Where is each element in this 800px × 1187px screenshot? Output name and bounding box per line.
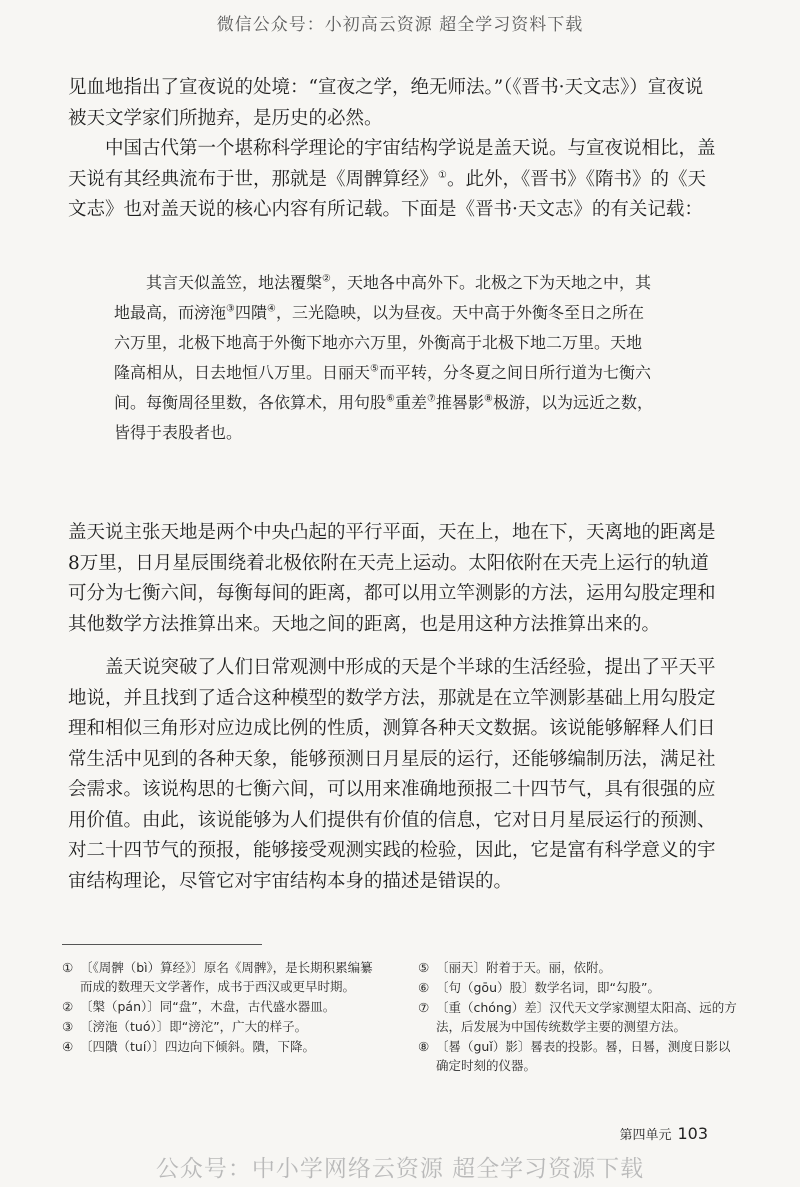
- footnote-8: [418, 1037, 738, 1075]
- footnote-6: [418, 978, 738, 997]
- page-footer: [619, 1124, 708, 1143]
- footnote-5: [418, 958, 738, 977]
- footnote-ref-4: ④: [267, 303, 276, 315]
- paragraph-4-text: 盖天说突破了人们日常观测中形成的天是个半球的生活经验，提出了平天平地说，并且找到了适合这种模型的数学方法，那就是在立竿测影基础上用勾股定理和相似三角形对应边成比例的性质，测算各种天文数据。该说能够解释人们日常生活中见到的各种天象，能够预测日月星辰的运行，还能够编制历法，满足社会需求。该说构思的七衡六间，可以用来准确地预报二十四节气，具有很强的应用价值。由此，该说能够为人们提供有价值的信息，它对日月星辰运行的预测、对二十四节气的预报，能够接受观测实践的检验，因此，它是富有科学意义的宇宙结构理论，尽管它对宇宙结构本身的描述是错误的。: [68, 657, 716, 892]
- footnote-3: [62, 1017, 380, 1036]
- footnote-5-number: ⑤: [418, 960, 430, 975]
- watermark: 公众号：中小学网络云资源 超全学习资源下载: [155, 1156, 645, 1182]
- paragraph-2-text-b: 。此外，《晋书》《隋书》的《天文志》也对盖天说的核心内容有所记载。下面是《晋书·天文志》的有关记载：: [68, 168, 706, 220]
- paragraph-1-text: 见血地指出了宣夜说的处境：“宣夜之学，绝无师法。”（《晋书·天文志》）宣夜说被天文学家们所抛弃，是历史的必然。: [68, 77, 704, 129]
- quote-seg-7: 推晷影: [435, 393, 484, 412]
- quote-seg-8: 极游，以为远近之数，皆得于表股者也。: [114, 393, 653, 442]
- footnote-ref-3: ③: [226, 303, 235, 315]
- footnote-5-text: 〔丽天〕附着于天。丽，依附。: [436, 960, 612, 975]
- quote-text: [114, 268, 654, 448]
- footnotes-right: [418, 958, 738, 1076]
- footnote-ref-2: ②: [322, 273, 331, 285]
- page-header: 微信公众号：小初高云资源 超全学习资料下载: [216, 15, 584, 35]
- classical-quote: [114, 268, 654, 448]
- paragraph-3-text: 盖天说主张天地是两个中央凸起的平行平面，天在上，地在下，天离地的距离是8万里，日月星辰围绕着北极依附在天壳上运动。太阳依附在天壳上运行的轨道可分为七衡六间，每衡每间的距离，都可以用立竿测影的方法，运用勾股定理和其他数学方法推算出来。天地之间的距离，也是用这种方法推算出来的。: [68, 522, 716, 635]
- paragraph-4: [68, 653, 716, 897]
- footnote-6-number: ⑥: [418, 980, 430, 995]
- footnote-8-text: 〔晷（guǐ）影〕晷表的投影。晷，日晷，测度日影以确定时刻的仪器。: [436, 1039, 731, 1073]
- quote-seg-4: ，三光隐映，以为昼夜。天中高于外衡冬至日之所在六万里，北极下地高于外衡下地亦六万里，外衡高于北极下地二万里。天地隆高相从，日去地恒八万里。日丽天: [114, 303, 644, 382]
- footnote-4-text: 〔四隤（tuí）〕四边向下倾斜。隤，下降。: [80, 1039, 316, 1054]
- footnote-2-text: 〔槃（pán）〕同“盘”，木盘，古代盛水器皿。: [80, 999, 336, 1014]
- quote-seg-6: 重差: [394, 393, 427, 412]
- footnote-ref-7: ⑦: [427, 393, 436, 405]
- footnote-ref-5: ⑤: [370, 363, 379, 375]
- footnote-7-number: ⑦: [418, 1000, 430, 1015]
- footnote-4: [62, 1037, 380, 1056]
- footnote-2-number: ②: [62, 999, 74, 1014]
- quote-seg-3: 四隤: [234, 303, 267, 322]
- footnote-3-number: ③: [62, 1019, 74, 1034]
- footnote-1-text: 〔《周髀（bì）算经》〕原名《周髀》，是长期积累编纂而成的数理天文学著作，成书于西汉或更早时期。: [80, 960, 373, 994]
- footnote-8-number: ⑧: [418, 1039, 430, 1054]
- page-number: 103: [677, 1124, 708, 1143]
- footnote-2: [62, 997, 380, 1016]
- footnote-3-text: 〔滂沲（tuó）〕即“滂沱”，广大的样子。: [80, 1019, 308, 1034]
- footnote-ref-6: ⑥: [386, 393, 395, 405]
- quote-seg-2: ，天地各中高外下。北极之下为天地之中，其地最高，而滂沲: [114, 273, 651, 322]
- footnote-7: [418, 998, 738, 1036]
- paragraph-2-text: [68, 134, 716, 226]
- paragraph-3: [68, 518, 716, 640]
- footnote-6-text: 〔句（gōu）股〕数学名词，即“勾股”。: [436, 980, 660, 995]
- footnote-7-text: 〔重（chóng）差〕汉代天文学家测望太阳高、远的方法，后发展为中国传统数学主要的测望方法。: [436, 1000, 737, 1034]
- footnotes-left: [62, 958, 380, 1057]
- paragraph-2-text-a: 中国古代第一个堪称科学理论的宇宙结构学说是盖天说。与宣夜说相比，盖天说有其经典流布于世，那就是《周髀算经》: [68, 138, 716, 190]
- unit-label: 第四单元: [619, 1128, 672, 1143]
- footnote-1-number: ①: [62, 960, 74, 975]
- paragraph-2: [68, 134, 716, 226]
- footnote-ref-1: ①: [438, 169, 447, 181]
- footnote-ref-8: ⑧: [483, 393, 493, 405]
- quote-seg-1: 其言天似盖笠，地法覆槃: [146, 273, 323, 292]
- quote-seg-5: 而平转，分冬夏之间日所行道为七衡六间。每衡周径里数，各依算术，用句股: [114, 363, 651, 412]
- paragraph-1: [68, 73, 716, 134]
- footnote-1: [62, 958, 380, 996]
- footnote-divider: [62, 944, 262, 945]
- footnote-4-number: ④: [62, 1039, 74, 1054]
